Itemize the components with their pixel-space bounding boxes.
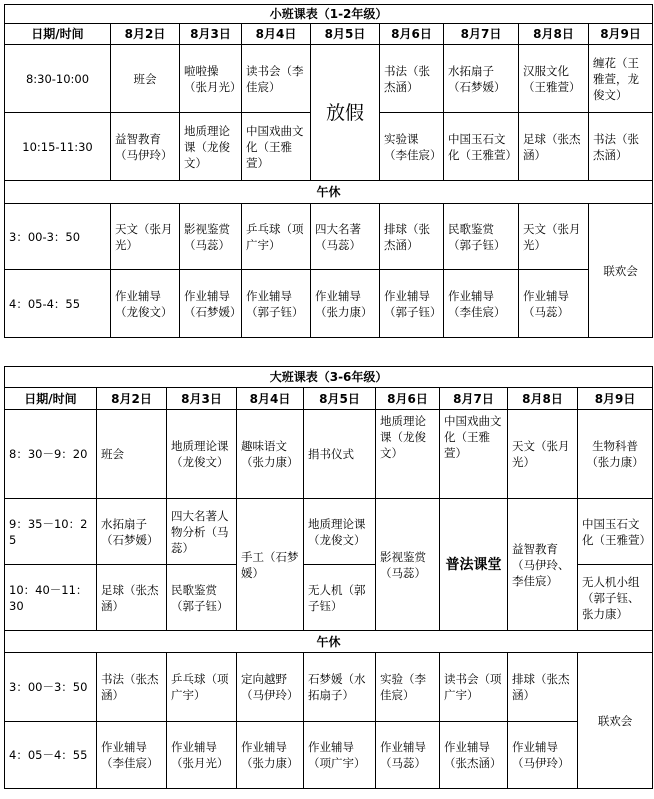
- class-cell: 实验课（李佳宸）: [380, 113, 444, 181]
- class-cell: 无人机小组（郭子钰、张力康）: [578, 565, 653, 631]
- class-cell: 乒乓球（项广宇）: [242, 204, 311, 270]
- header-aug-5: 8月5日: [304, 388, 376, 410]
- class-cell: 乒乓球（项广宇）: [167, 653, 237, 722]
- class-cell: 读书会（李佳宸）: [242, 45, 311, 113]
- header-aug-3: 8月3日: [167, 388, 237, 410]
- class-cell: 地质理论课（龙俊文）: [304, 499, 376, 565]
- class-cell: 作业辅导（郭子钰）: [242, 270, 311, 338]
- party-cell: 联欢会: [578, 653, 653, 789]
- class-cell: 作业辅导（项广宇）: [304, 722, 376, 789]
- time-slot: 3：00－3：50: [5, 653, 97, 722]
- class-cell: 作业辅导（张杰涵）: [440, 722, 508, 789]
- class-cell: 中国玉石文化（王雅萱）: [578, 499, 653, 565]
- class-cell: 天文（张月光）: [111, 204, 180, 270]
- header-aug-4: 8月4日: [242, 24, 311, 45]
- class-cell: 普法课堂: [440, 499, 508, 631]
- header-aug-9: 8月9日: [578, 388, 653, 410]
- lunch-break-row: 午休: [5, 181, 653, 204]
- class-cell: 读书会（项广宇）: [440, 653, 508, 722]
- class-cell: 作业辅导（马伊玲）: [508, 722, 578, 789]
- class-cell: 中国戏曲文化（王雅萱）: [440, 410, 508, 499]
- class-cell: 民歌鉴赏（郭子钰）: [444, 204, 519, 270]
- class-cell: 民歌鉴赏（郭子钰）: [167, 565, 237, 631]
- class-cell: 作业辅导（李佳宸）: [444, 270, 519, 338]
- class-cell: 地质理论课（龙俊文）: [167, 410, 237, 499]
- class-cell: 班会: [97, 410, 167, 499]
- class-cell: 足球（张杰涵）: [519, 113, 589, 181]
- time-slot: 8:30-10:00: [5, 45, 111, 113]
- time-slot: 9：35－10：25: [5, 499, 97, 565]
- class-cell: 班会: [111, 45, 180, 113]
- time-slot: 10:15-11:30: [5, 113, 111, 181]
- large-class-schedule-table: [4, 366, 653, 789]
- class-cell: 四大名著人物分析（马蕊）: [167, 499, 237, 565]
- class-cell: 缠花（王雅萱，龙俊文）: [589, 45, 653, 113]
- class-cell: 石梦媛（水拓扇子）: [304, 653, 376, 722]
- class-cell: 水拓扇子（石梦媛）: [444, 45, 519, 113]
- time-slot: 4：05－4：55: [5, 722, 97, 789]
- class-cell: 作业辅导（马蕊）: [376, 722, 440, 789]
- header-date-time: 日期/时间: [5, 388, 97, 410]
- header-aug-6: 8月6日: [380, 24, 444, 45]
- class-cell: 地质理论课（龙俊文）: [180, 113, 242, 181]
- class-cell: 书法（张杰涵）: [97, 653, 167, 722]
- class-cell: 啦啦操（张月光）: [180, 45, 242, 113]
- class-cell: 捐书仪式: [304, 410, 376, 499]
- class-cell: 排球（张杰涵）: [508, 653, 578, 722]
- header-aug-7: 8月7日: [444, 24, 519, 45]
- class-cell: 作业辅导（郭子钰）: [380, 270, 444, 338]
- header-aug-6: 8月6日: [376, 388, 440, 410]
- class-cell: 汉服文化（王雅萱）: [519, 45, 589, 113]
- header-aug-5: 8月5日: [311, 24, 380, 45]
- class-cell: 作业辅导（张力康）: [311, 270, 380, 338]
- header-aug-2: 8月2日: [97, 388, 167, 410]
- class-cell: 实验（李佳宸）: [376, 653, 440, 722]
- header-aug-4: 8月4日: [237, 388, 304, 410]
- class-cell: 天文（张月光）: [519, 204, 589, 270]
- class-cell: 影视鉴赏（马蕊）: [376, 499, 440, 631]
- time-slot: 10：40－11：30: [5, 565, 97, 631]
- class-cell: 中国玉石文化（王雅萱）: [444, 113, 519, 181]
- class-cell: 水拓扇子（石梦媛）: [97, 499, 167, 565]
- header-aug-3: 8月3日: [180, 24, 242, 45]
- class-cell: 手工（石梦媛）: [237, 499, 304, 631]
- header-aug-9: 8月9日: [589, 24, 653, 45]
- class-cell: 趣味语文（张力康）: [237, 410, 304, 499]
- lunch-break-row: 午休: [5, 631, 653, 653]
- class-cell: 四大名著（马蕊）: [311, 204, 380, 270]
- class-cell: 书法（张杰涵）: [589, 113, 653, 181]
- party-cell: 联欢会: [589, 204, 653, 338]
- class-cell: 天文（张月光）: [508, 410, 578, 499]
- class-cell: 影视鉴赏（马蕊）: [180, 204, 242, 270]
- class-cell: 生物科普（张力康）: [578, 410, 653, 499]
- class-cell: 中国戏曲文化（王雅萱）: [242, 113, 311, 181]
- large-table-title: 大班课表（3-6年级）: [5, 367, 653, 388]
- header-aug-8: 8月8日: [519, 24, 589, 45]
- time-slot: 4：05-4：55: [5, 270, 111, 338]
- class-cell: 足球（张杰涵）: [97, 565, 167, 631]
- time-slot: 3：00-3：50: [5, 204, 111, 270]
- class-cell: 作业辅导（石梦媛）: [180, 270, 242, 338]
- class-cell: 作业辅导（李佳宸）: [97, 722, 167, 789]
- class-cell: 书法（张杰涵）: [380, 45, 444, 113]
- header-aug-2: 8月2日: [111, 24, 180, 45]
- class-cell: 作业辅导（马蕊）: [519, 270, 589, 338]
- class-cell: 定向越野（马伊玲）: [237, 653, 304, 722]
- class-cell: 益智教育（马伊玲、李佳宸）: [508, 499, 578, 631]
- class-cell: 排球（张杰涵）: [380, 204, 444, 270]
- small-class-schedule-table: [4, 4, 653, 338]
- class-cell: 无人机（郭子钰）: [304, 565, 376, 631]
- holiday-cell: 放假: [311, 45, 380, 181]
- class-cell: 作业辅导（张月光）: [167, 722, 237, 789]
- header-date-time: 日期/时间: [5, 24, 111, 45]
- small-table-title: 小班课表（1-2年级）: [5, 5, 653, 24]
- header-aug-8: 8月8日: [508, 388, 578, 410]
- class-cell: 作业辅导（张力康）: [237, 722, 304, 789]
- class-cell: 益智教育（马伊玲）: [111, 113, 180, 181]
- class-cell: 作业辅导（龙俊文）: [111, 270, 180, 338]
- class-cell: 地质理论课（龙俊文）: [376, 410, 440, 499]
- time-slot: 8：30－9：20: [5, 410, 97, 499]
- header-aug-7: 8月7日: [440, 388, 508, 410]
